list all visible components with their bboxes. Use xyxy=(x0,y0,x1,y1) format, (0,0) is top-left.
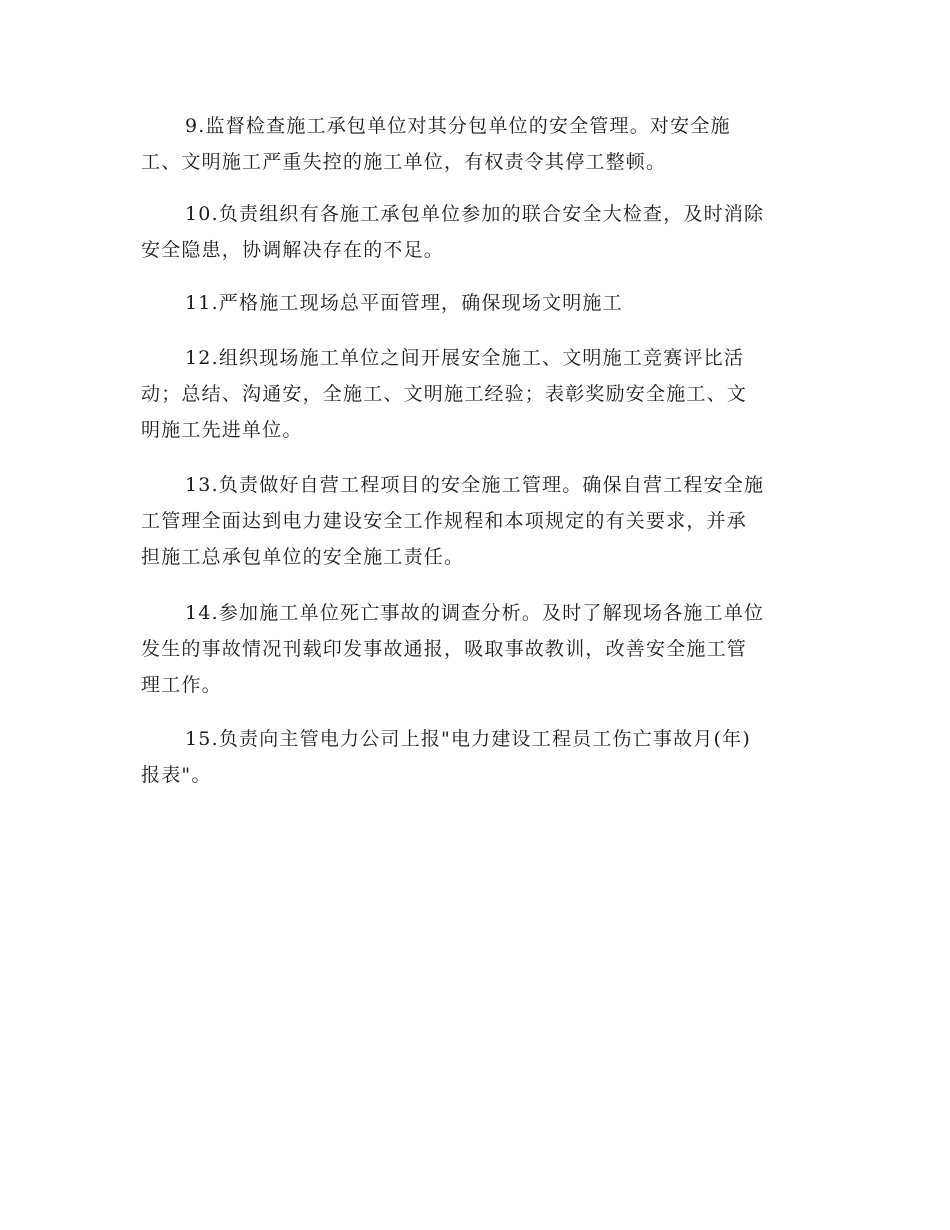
paragraph-line: 明施工先进单位。 xyxy=(141,419,303,441)
paragraph-line: 担施工总承包单位的安全施工责任。 xyxy=(141,546,465,568)
paragraph-line: 11.严格施工现场总平面管理，确保现场文明施工 xyxy=(185,292,623,314)
paragraph-item-12 xyxy=(141,340,809,448)
paragraph-item-11 xyxy=(141,285,809,321)
paragraph-item-9 xyxy=(141,108,809,180)
paragraph-item-13 xyxy=(141,467,809,575)
paragraph-line: 发生的事故情况刊载印发事故通报，吸取事故教训，改善安全施工管 xyxy=(141,638,748,660)
paragraph-line: 12.组织现场施工单位之间开展安全施工、文明施工竞赛评比活 xyxy=(185,347,745,369)
paragraph-line: 14.参加施工单位死亡事故的调查分析。及时了解现场各施工单位 xyxy=(185,602,765,624)
paragraph-line: 动；总结、沟通安，全施工、文明施工经验；表彰奖励安全施工、文 xyxy=(141,383,748,405)
paragraph-line: 13.负责做好自营工程项目的安全施工管理。确保自营工程安全施 xyxy=(185,474,765,496)
paragraph-item-10 xyxy=(141,196,809,268)
paragraph-line: 10.负责组织有各施工承包单位参加的联合安全大检查，及时消除 xyxy=(185,203,765,225)
paragraph-item-14 xyxy=(141,595,809,703)
paragraph-line: 工、文明施工严重失控的施工单位，有权责令其停工整顿。 xyxy=(141,151,667,173)
paragraph-line: 理工作。 xyxy=(141,674,222,696)
paragraph-line: 工管理全面达到电力建设安全工作规程和本项规定的有关要求，并承 xyxy=(141,510,748,532)
paragraph-line: 报表"。 xyxy=(141,764,212,786)
paragraph-line: 9.监督检查施工承包单位对其分包单位的安全管理。对安全施 xyxy=(185,115,731,137)
paragraph-line: 15.负责向主管电力公司上报"电力建设工程员工伤亡事故月(年) xyxy=(185,728,751,750)
paragraph-item-15 xyxy=(141,721,809,793)
paragraph-line: 安全隐患，协调解决存在的不足。 xyxy=(141,239,445,261)
